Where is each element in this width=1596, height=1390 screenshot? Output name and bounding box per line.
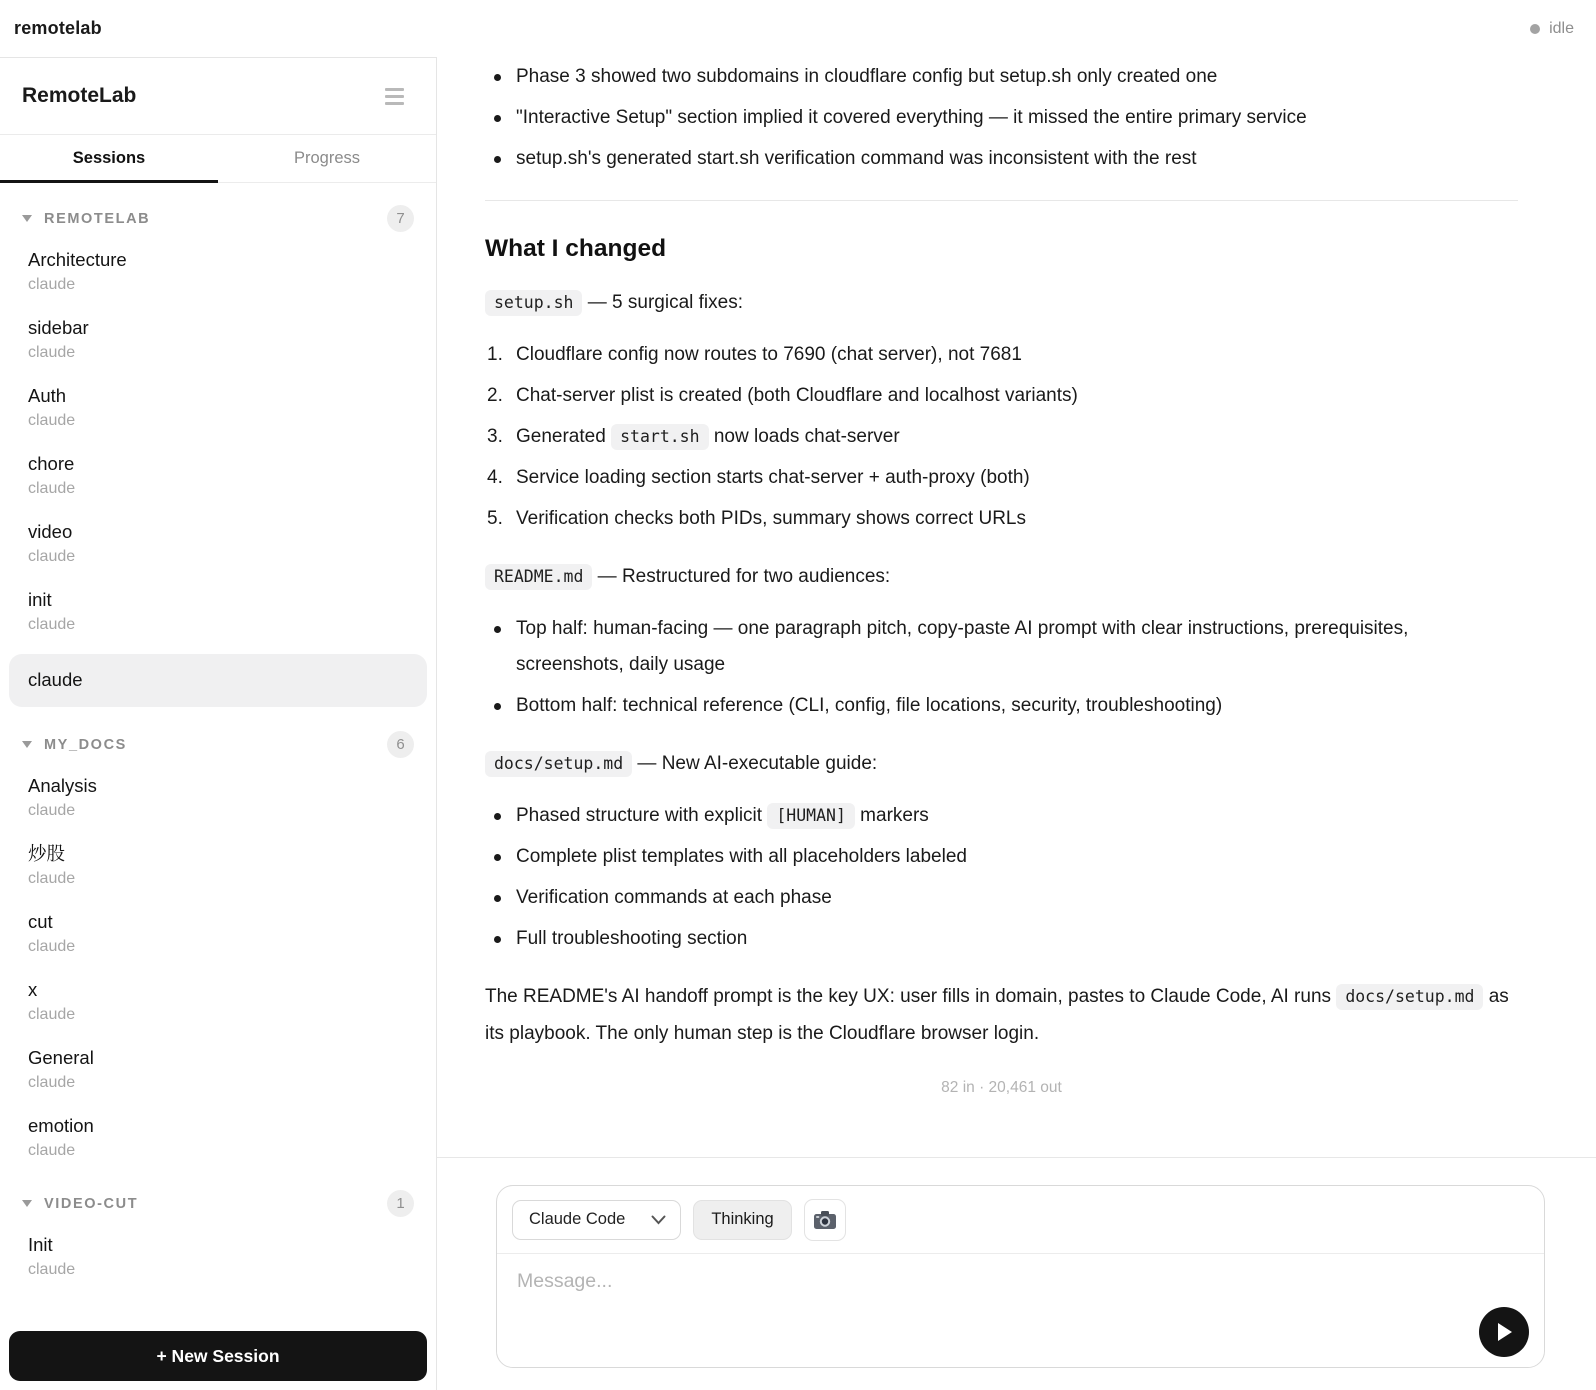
session-subtitle: claude — [28, 1074, 76, 1091]
session-title: sidebar — [28, 317, 89, 338]
new-session-button[interactable]: + New Session — [9, 1331, 427, 1381]
chat-transcript — [437, 57, 1596, 1157]
session-title: emotion — [28, 1115, 94, 1136]
session-item-init[interactable] — [0, 578, 436, 646]
bullet-item: Complete plist templates with all placeholders labeled — [485, 839, 1518, 875]
session-item-auth[interactable] — [0, 374, 436, 442]
session-item-sidebar[interactable] — [0, 306, 436, 374]
bullet-item: Bottom half: technical reference (CLI, config, file locations, security, troubleshooting) — [485, 688, 1518, 724]
session-item-general[interactable] — [0, 1036, 436, 1104]
readme-intro — [485, 558, 1518, 595]
numbered-item — [485, 419, 1518, 455]
code-chip: setup.sh — [485, 290, 582, 316]
status-text: idle — [1549, 19, 1574, 37]
app-header — [0, 0, 1596, 57]
tab-sessions[interactable]: Sessions — [0, 135, 218, 182]
text-run: — Restructured for two audiences: — [592, 566, 891, 587]
session-subtitle: claude — [28, 870, 76, 887]
main-panel — [437, 57, 1596, 1390]
session-subtitle: claude — [28, 616, 76, 633]
group-name: VIDEO-CUT — [44, 1195, 139, 1212]
text-run: now loads chat-server — [708, 426, 900, 447]
session-subtitle: claude — [28, 1261, 76, 1278]
composer-area — [437, 1157, 1596, 1390]
sidebar-header — [0, 58, 436, 135]
sidebar — [0, 57, 437, 1390]
hamburger-icon[interactable] — [381, 84, 408, 109]
numbered-item: Cloudflare config now routes to 7690 (chat server), not 7681 — [516, 344, 1022, 365]
send-button[interactable] — [1479, 1307, 1529, 1357]
triangle-down-icon — [22, 741, 32, 748]
bullet-list — [485, 59, 1518, 177]
camera-icon — [813, 1210, 837, 1230]
session-item-chaogu[interactable] — [0, 832, 436, 900]
code-chip: docs/setup.md — [1336, 984, 1483, 1010]
group-header-remotelab[interactable] — [0, 187, 436, 238]
triangle-down-icon — [22, 215, 32, 222]
session-title: Architecture — [28, 249, 127, 270]
status-indicator — [1530, 20, 1574, 38]
play-icon — [1494, 1321, 1514, 1343]
status-dot — [1530, 24, 1540, 34]
session-subtitle: claude — [28, 412, 76, 429]
bullet-item: Phase 3 showed two subdomains in cloudflare config but setup.sh only created one — [485, 59, 1518, 95]
session-item-emotion[interactable] — [0, 1104, 436, 1172]
session-subtitle: claude — [28, 480, 76, 497]
triangle-down-icon — [22, 1200, 32, 1207]
session-subtitle: claude — [28, 1006, 76, 1023]
message-input[interactable] — [497, 1254, 1544, 1367]
group-name: MY_DOCS — [44, 736, 127, 753]
chevron-down-icon — [651, 1215, 666, 1225]
text-run: — New AI-executable guide: — [632, 753, 878, 774]
numbered-list — [485, 337, 1518, 537]
session-subtitle: claude — [28, 802, 76, 819]
closing-paragraph — [485, 978, 1518, 1052]
session-subtitle: claude — [28, 276, 76, 293]
model-select[interactable] — [512, 1200, 681, 1240]
session-title: cut — [28, 911, 53, 932]
docs-intro — [485, 745, 1518, 782]
screenshot-button[interactable] — [804, 1199, 846, 1241]
sidebar-tabs — [0, 135, 436, 183]
text-run: Generated — [516, 426, 612, 447]
bullet-item: Verification commands at each phase — [485, 880, 1518, 916]
group-header-video-cut[interactable] — [0, 1172, 436, 1223]
bullet-item: Top half: human-facing — one paragraph pitch, copy-paste AI prompt with clear instructions, prerequisites, screenshots, daily usage — [485, 611, 1518, 683]
session-title: claude — [28, 669, 83, 690]
model-select-value: Claude Code — [529, 1210, 626, 1228]
bullet-item: Full troubleshooting section — [485, 921, 1518, 957]
session-item-video[interactable] — [0, 510, 436, 578]
bullet-item: "Interactive Setup" section implied it covered everything — it missed the entire primary service — [485, 100, 1518, 136]
session-title: Auth — [28, 385, 67, 406]
section-heading: What I changed — [485, 235, 667, 262]
session-title: 炒股 — [28, 843, 66, 864]
session-title: General — [28, 1047, 94, 1068]
session-item-init-videocut[interactable] — [0, 1223, 436, 1291]
readme-bullet-list — [485, 611, 1518, 724]
group-name: REMOTELAB — [44, 210, 151, 227]
session-item-cut[interactable] — [0, 900, 436, 968]
group-count-badge: 6 — [387, 731, 414, 758]
numbered-item: Chat-server plist is created (both Cloudflare and localhost variants) — [516, 385, 1078, 406]
group-count-badge: 1 — [387, 1190, 414, 1217]
text-run: markers — [854, 805, 929, 826]
session-item-analysis[interactable] — [0, 764, 436, 832]
setup-intro — [485, 284, 1518, 321]
session-item-architecture[interactable] — [0, 238, 436, 306]
session-subtitle: claude — [28, 344, 76, 361]
bullet-item — [485, 798, 1518, 834]
session-title: init — [28, 589, 52, 610]
thinking-toggle-button[interactable]: Thinking — [693, 1200, 791, 1240]
token-stats: 82 in · 20,461 out — [941, 1079, 1062, 1096]
session-subtitle: claude — [28, 938, 76, 955]
code-chip: start.sh — [611, 424, 708, 450]
group-count-badge: 7 — [387, 205, 414, 232]
code-chip: [HUMAN] — [767, 803, 855, 829]
session-subtitle: claude — [28, 1142, 76, 1159]
session-title: chore — [28, 453, 75, 474]
sidebar-title: RemoteLab — [22, 84, 137, 107]
group-header-my-docs[interactable] — [0, 713, 436, 764]
tab-progress[interactable]: Progress — [293, 149, 361, 167]
session-item-x[interactable] — [0, 968, 436, 1036]
code-chip: docs/setup.md — [485, 751, 632, 777]
session-title: x — [28, 979, 38, 1000]
session-title: Init — [28, 1234, 53, 1255]
composer — [496, 1185, 1545, 1368]
docs-bullet-list — [485, 798, 1518, 957]
text-run: — 5 surgical fixes: — [582, 292, 743, 313]
numbered-item: Verification checks both PIDs, summary shows correct URLs — [516, 508, 1027, 529]
section-divider — [485, 200, 1518, 201]
session-item-chore[interactable] — [0, 442, 436, 510]
session-subtitle: claude — [28, 548, 76, 565]
session-item-claude-selected[interactable] — [9, 654, 427, 707]
session-list — [0, 183, 436, 1322]
app-title: remotelab — [14, 18, 102, 38]
text-run: The README's AI handoff prompt is the key UX: user fills in domain, pastes to Claude Code, AI runs — [485, 986, 1337, 1007]
text-run: Phased structure with explicit — [516, 805, 768, 826]
composer-toolbar — [497, 1186, 1544, 1254]
session-title: video — [28, 521, 73, 542]
bullet-item: setup.sh's generated start.sh verification command was inconsistent with the rest — [485, 141, 1518, 177]
code-chip: README.md — [485, 564, 592, 590]
numbered-item: Service loading section starts chat-server + auth-proxy (both) — [516, 467, 1030, 488]
text-run: as its playbook. The only human step is the Cloudflare browser login. — [485, 986, 1509, 1044]
session-title: Analysis — [28, 775, 97, 796]
